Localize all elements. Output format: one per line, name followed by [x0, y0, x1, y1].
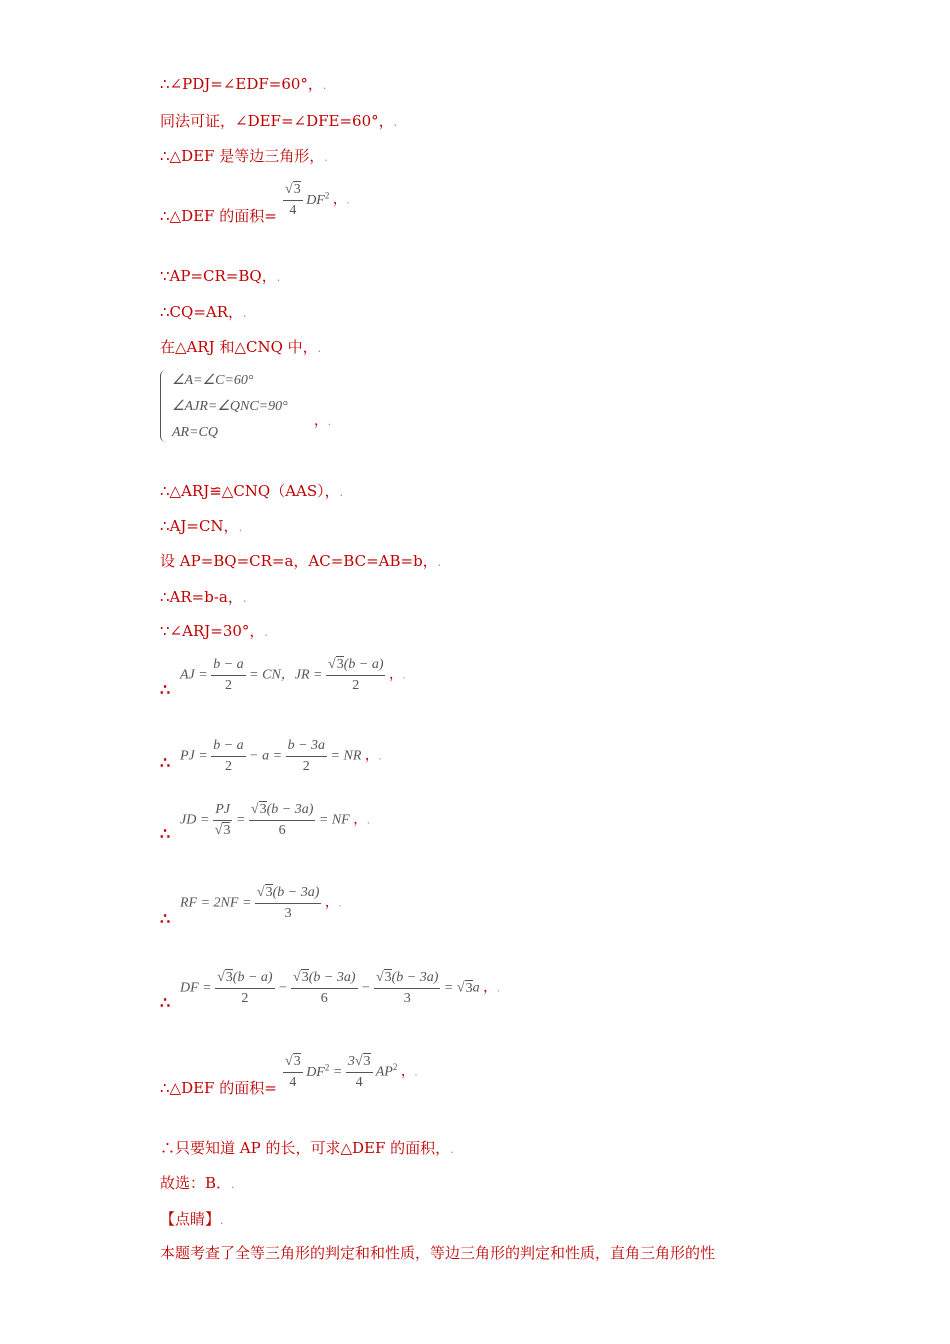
text-line-8: ∴△ARJ≌△CNQ（AAS），. [160, 482, 344, 500]
formula-area-2: $\frac{√3}{4}$ $DF^2$ = $\frac{3√3}{4}$ $AP^2$ ，. [285, 1054, 418, 1090]
text-line-1: ∴∠PDJ=∠EDF=60°，. [160, 75, 327, 93]
text-line-19: ∴△DEF 的面积= [160, 1079, 277, 1097]
text-line-21: 故选：B．. [160, 1174, 235, 1192]
text-line-3: ∴△DEF 是等边三角形，. [160, 147, 328, 165]
text-line-20: ∴只要知道 AP 的长，可求△DEF 的面积，. [160, 1139, 454, 1157]
text-line-7: 在△ARJ 和△CNQ 中，. [160, 338, 322, 356]
formula-area-1: $\frac{√3}{4}$ $DF^2$ ，. [285, 182, 350, 218]
formula-pj-nr: PJ = $\frac{b - a}{2}$ − a = $\frac{b - 3a}{2}$ = NR ，. [180, 738, 382, 774]
formula-df: DF = $\frac{√3(b - a)}{2}$ − $\frac{√3(b - 3a)}{6}$ − $\frac{√3(b - 3a)}{3}$ = √3a ，. [180, 970, 500, 1006]
system-equations: ∠A=∠C=60° ∠AJR=∠QNC=90° AR=CQ [172, 373, 288, 440]
therefore-symbol-3: ∴ [160, 824, 171, 843]
text-line-4: ∴△DEF 的面积= [160, 207, 277, 225]
text-line-22: 【点睛】. [160, 1210, 224, 1228]
system-comma: ，. [314, 414, 331, 429]
text-line-9: ∴AJ=CN，. [160, 517, 243, 535]
text-line-5: ∵AP=CR=BQ，. [160, 267, 281, 285]
text-line-6: ∴CQ=AR，. [160, 303, 247, 321]
text-line-23: 本题考查了全等三角形的判定和和性质，等边三角形的判定和性质，直角三角形的性 [160, 1244, 716, 1262]
system-brace [160, 370, 169, 442]
text-line-2: 同法可证，∠DEF=∠DFE=60°，. [160, 112, 398, 130]
formula-jd-nf: JD = $\frac{PJ}{√3}$ = $\frac{√3(b - 3a)}{6}$ = NF ，. [180, 802, 370, 838]
text-line-11: ∴AR=b-a，. [160, 588, 247, 606]
text-line-10: 设 AP=BQ=CR=a，AC=BC=AB=b，. [160, 552, 442, 570]
therefore-symbol-2: ∴ [160, 753, 171, 772]
therefore-symbol-4: ∴ [160, 909, 171, 928]
therefore-symbol-5: ∴ [160, 993, 171, 1012]
therefore-symbol-1: ∴ [160, 680, 171, 699]
formula-rf: RF = 2NF = $\frac{√3(b - 3a)}{3}$ ，. [180, 885, 342, 921]
formula-aj-jr: AJ = $\frac{b - a}{2}$ = CN，JR = $\frac{√3(b - a)}{2}$ ，. [180, 657, 406, 693]
text-line-12: ∵∠ARJ=30°，. [160, 622, 268, 640]
